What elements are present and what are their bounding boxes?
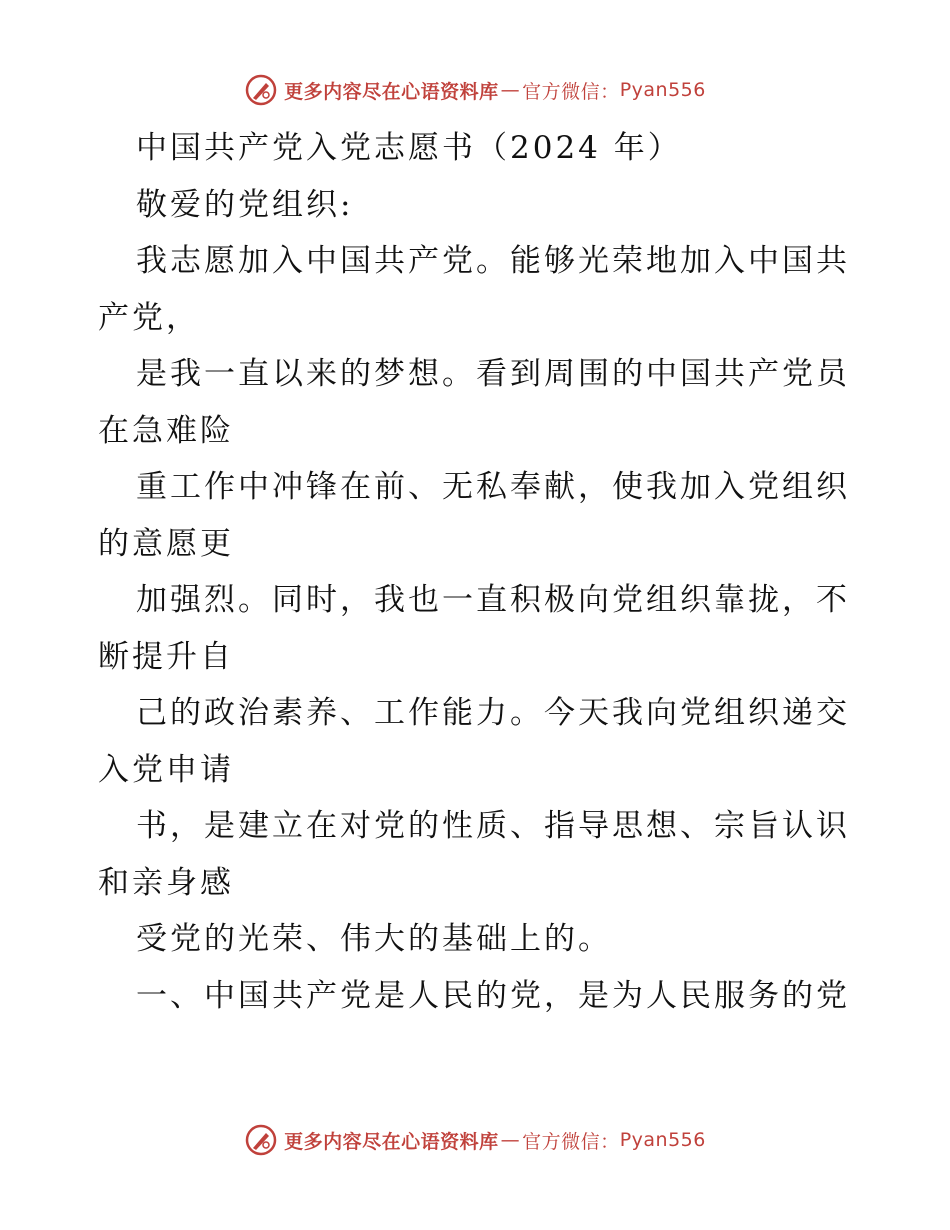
- document-title: 中国共产党入党志愿书（2024 年）: [136, 130, 682, 166]
- text-line: 是我一直以来的梦想。看到周围的中国共产党员: [136, 356, 850, 392]
- pen-logo-icon: [244, 1123, 278, 1157]
- text-line: 的意愿更: [98, 525, 234, 562]
- header-banner: [0, 70, 950, 110]
- text-line: 入党申请: [98, 751, 234, 788]
- banner-wechat-id: Pyan556: [619, 1129, 706, 1151]
- text-line: 和亲身感: [98, 864, 234, 901]
- footer-banner: [0, 1120, 950, 1160]
- section-heading: 一、中国共产党是人民的党，是为人民服务的党: [136, 977, 850, 1014]
- banner-dash: —: [500, 79, 521, 101]
- text-line: 我志愿加入中国共产党。能够光荣地加入中国共: [136, 243, 850, 279]
- pen-logo-icon: [244, 73, 278, 107]
- text-line: 断提升自: [98, 638, 234, 675]
- banner-brand-text: 更多内容尽在心语资料库: [284, 1130, 499, 1153]
- text-line: 受党的光荣、伟大的基础上的。: [136, 921, 612, 957]
- text-line: 己的政治素养、工作能力。今天我向党组织递交: [136, 695, 850, 731]
- text-line: 重工作中冲锋在前、无私奉献，使我加入党组织: [136, 469, 850, 505]
- banner-wechat-label: 官方微信：: [522, 80, 620, 103]
- text-line: 加强烈。同时，我也一直积极向党组织靠拢，不: [136, 582, 850, 618]
- salutation: 敬爱的党组织:: [136, 186, 354, 223]
- banner-brand-text: 更多内容尽在心语资料库: [284, 80, 499, 103]
- banner-wechat-label: 官方微信：: [522, 1130, 620, 1153]
- text-line: 在急难险: [98, 412, 234, 449]
- document-body: [98, 120, 858, 1024]
- banner-dash: —: [500, 1129, 521, 1151]
- text-line: 产党，: [98, 299, 200, 336]
- banner-wechat-id: Pyan556: [619, 79, 706, 101]
- text-line: 书，是建立在对党的性质、指导思想、宗旨认识: [136, 808, 850, 844]
